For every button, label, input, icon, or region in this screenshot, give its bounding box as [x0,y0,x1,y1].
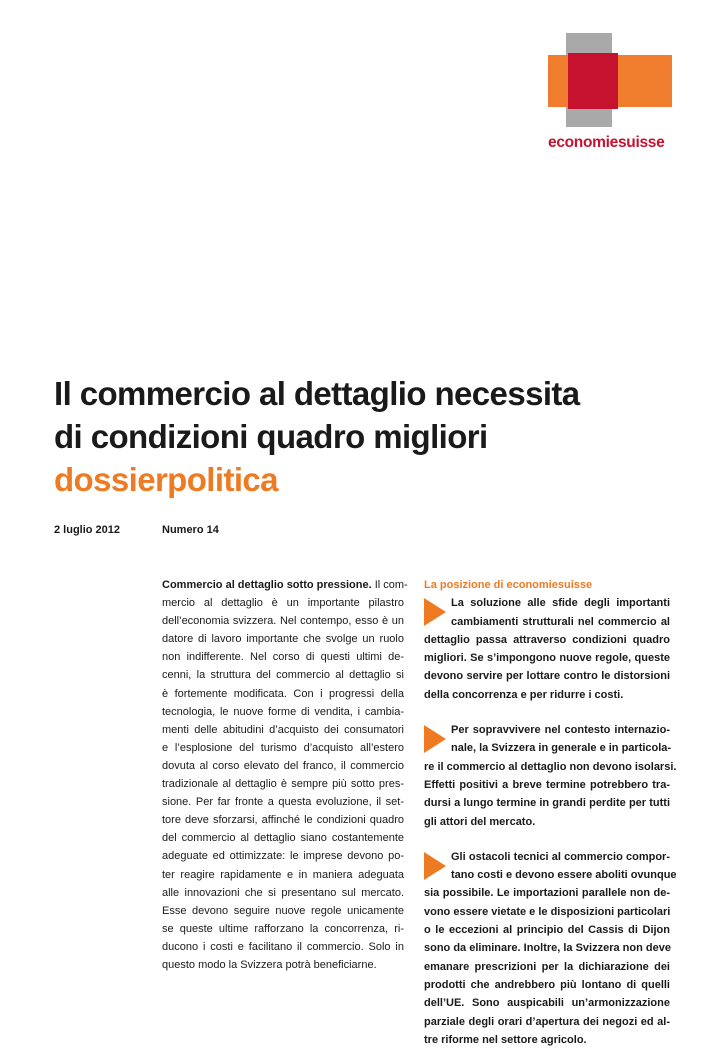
position-line: Gli ostacoli tecnici al commercio compor- [451,850,670,863]
body-line: e l’esplosione del turismo d’acquisto all’estero [162,741,404,754]
body-line: del commercio al dettaglio siano costantemente [162,832,404,845]
logo-wordmark: economiesuisse [548,134,665,151]
position-line: tre riforme nel settore agricolo. [424,1033,587,1046]
position-line: prodotti che andrebbero più lontano di quelli [424,978,670,991]
orange-arrow-icon [424,598,446,626]
body-line: cenni, la struttura del commercio al dettaglio si [162,669,404,682]
series-name: dossierpolitica [54,461,278,498]
body-line: menti delle abitudini d’acquisto dei consumatori [162,723,404,736]
title-line-1: Il commercio al dettaglio necessita [54,375,580,412]
body-line: tecnologia, le nuove forme di vendita, i cambia- [162,705,404,718]
position-line: emanare prescrizioni per la dichiarazione dei [424,960,670,973]
issue-number: Numero 14 [162,524,219,536]
body-line: dell’economia svizzera. Nel contempo, esso è un [162,615,404,628]
body-line: Esse devono seguire nuove regole unicamente [162,904,404,917]
position-line: gli attori del mercato. [424,815,536,828]
body-line: datore di lavoro importante che svolge un ruolo [162,633,404,646]
position-block-3 [424,848,677,1049]
body-line: Commercio al dettaglio sotto pressione. Il com- [162,579,408,591]
position-line: della concorrenza e per ridurre i costi. [424,688,624,701]
publication-date: 2 luglio 2012 [54,524,121,536]
economiesuisse-logo [548,33,672,153]
orange-arrow-icon [424,852,446,880]
position-line: o le eccezioni al principio del Cassis di Dijon [424,924,670,937]
position-line: Effetti positivi a breve termine potrebbero tra- [424,778,670,791]
document-title [54,372,694,501]
body-line: adeguate ed ottimizzate: le imprese devono po- [162,850,404,863]
position-line: vono essere vietate e le disposizioni particolari [424,905,671,918]
body-line: ter reagire rapidamente e in maniera adeguata [162,868,404,881]
position-block-2 [424,721,677,831]
position-line: La soluzione alle sfide degli importanti [451,597,670,610]
position-line: tano costi e devono essere aboliti ovunque [451,869,677,882]
orange-arrow-icon [424,725,446,753]
position-line: re il commercio al dettaglio non devono isolarsi. [424,760,677,773]
body-line: alle innovazioni che si presentano sul mercato. [162,886,404,899]
body-line: ducono i costi e facilitano il commercio. Solo in [162,940,404,953]
position-line: dursi a lungo termine in grandi perdite per tutti [424,797,670,810]
logo-orange-left [548,55,568,107]
body-line: mercio al dettaglio è un importante pilastro [162,597,404,610]
position-line: sono da eliminare. Inoltre, la Svizzera non deve [424,942,671,955]
body-line: dovuta al corso elevato del franco, il commercio [162,759,404,772]
position-line: devono servire per lottare contro le distorsioni [424,670,670,683]
position-line: cambiamenti strutturali nel commercio al [451,615,670,628]
position-heading: La posizione di economiesuisse [424,579,593,591]
body-line: è fortemente modificata. Con i progressi della [162,687,404,700]
body-line: non indifferente. Nel corso di questi ultimi de- [162,651,404,664]
body-line: se queste ultime rafforzano la concorrenza, ri- [162,922,404,935]
position-column [424,576,677,1049]
position-line: dettaglio passa attraverso condizioni quadro [424,633,670,646]
body-line: questo modo la Svizzera potrà beneficiarne. [162,958,377,971]
body-line: sione. Per far fronte a questa evoluzione, il set- [162,796,404,809]
logo-orange-right [618,55,672,107]
position-line: parziale degli orari d’apertura dei negozi ed al- [424,1015,670,1028]
body-line: tore deve sforzarsi, affinché le condizioni quadro [162,814,404,827]
title-line-2: di condizioni quadro migliori [54,418,488,455]
position-line: Per sopravvivere nel contesto internazio- [451,724,670,737]
position-line: sia possibile. Le importazioni parallele non de- [424,887,670,900]
body-line: tradizionale al dettaglio è sempre più sotto pres- [162,778,404,791]
logo-red-square [568,53,618,109]
position-block-1 [424,594,670,704]
position-line: migliori. Se s’impongono nuove regole, queste [424,652,670,665]
position-line: dell’UE. Sono auspicabili un’armonizzazione [424,997,670,1010]
position-line: nale, la Svizzera in generale e in particola- [451,742,672,755]
main-text-column [162,576,408,974]
lead-sentence: Commercio al dettaglio sotto pressione. [162,579,372,591]
